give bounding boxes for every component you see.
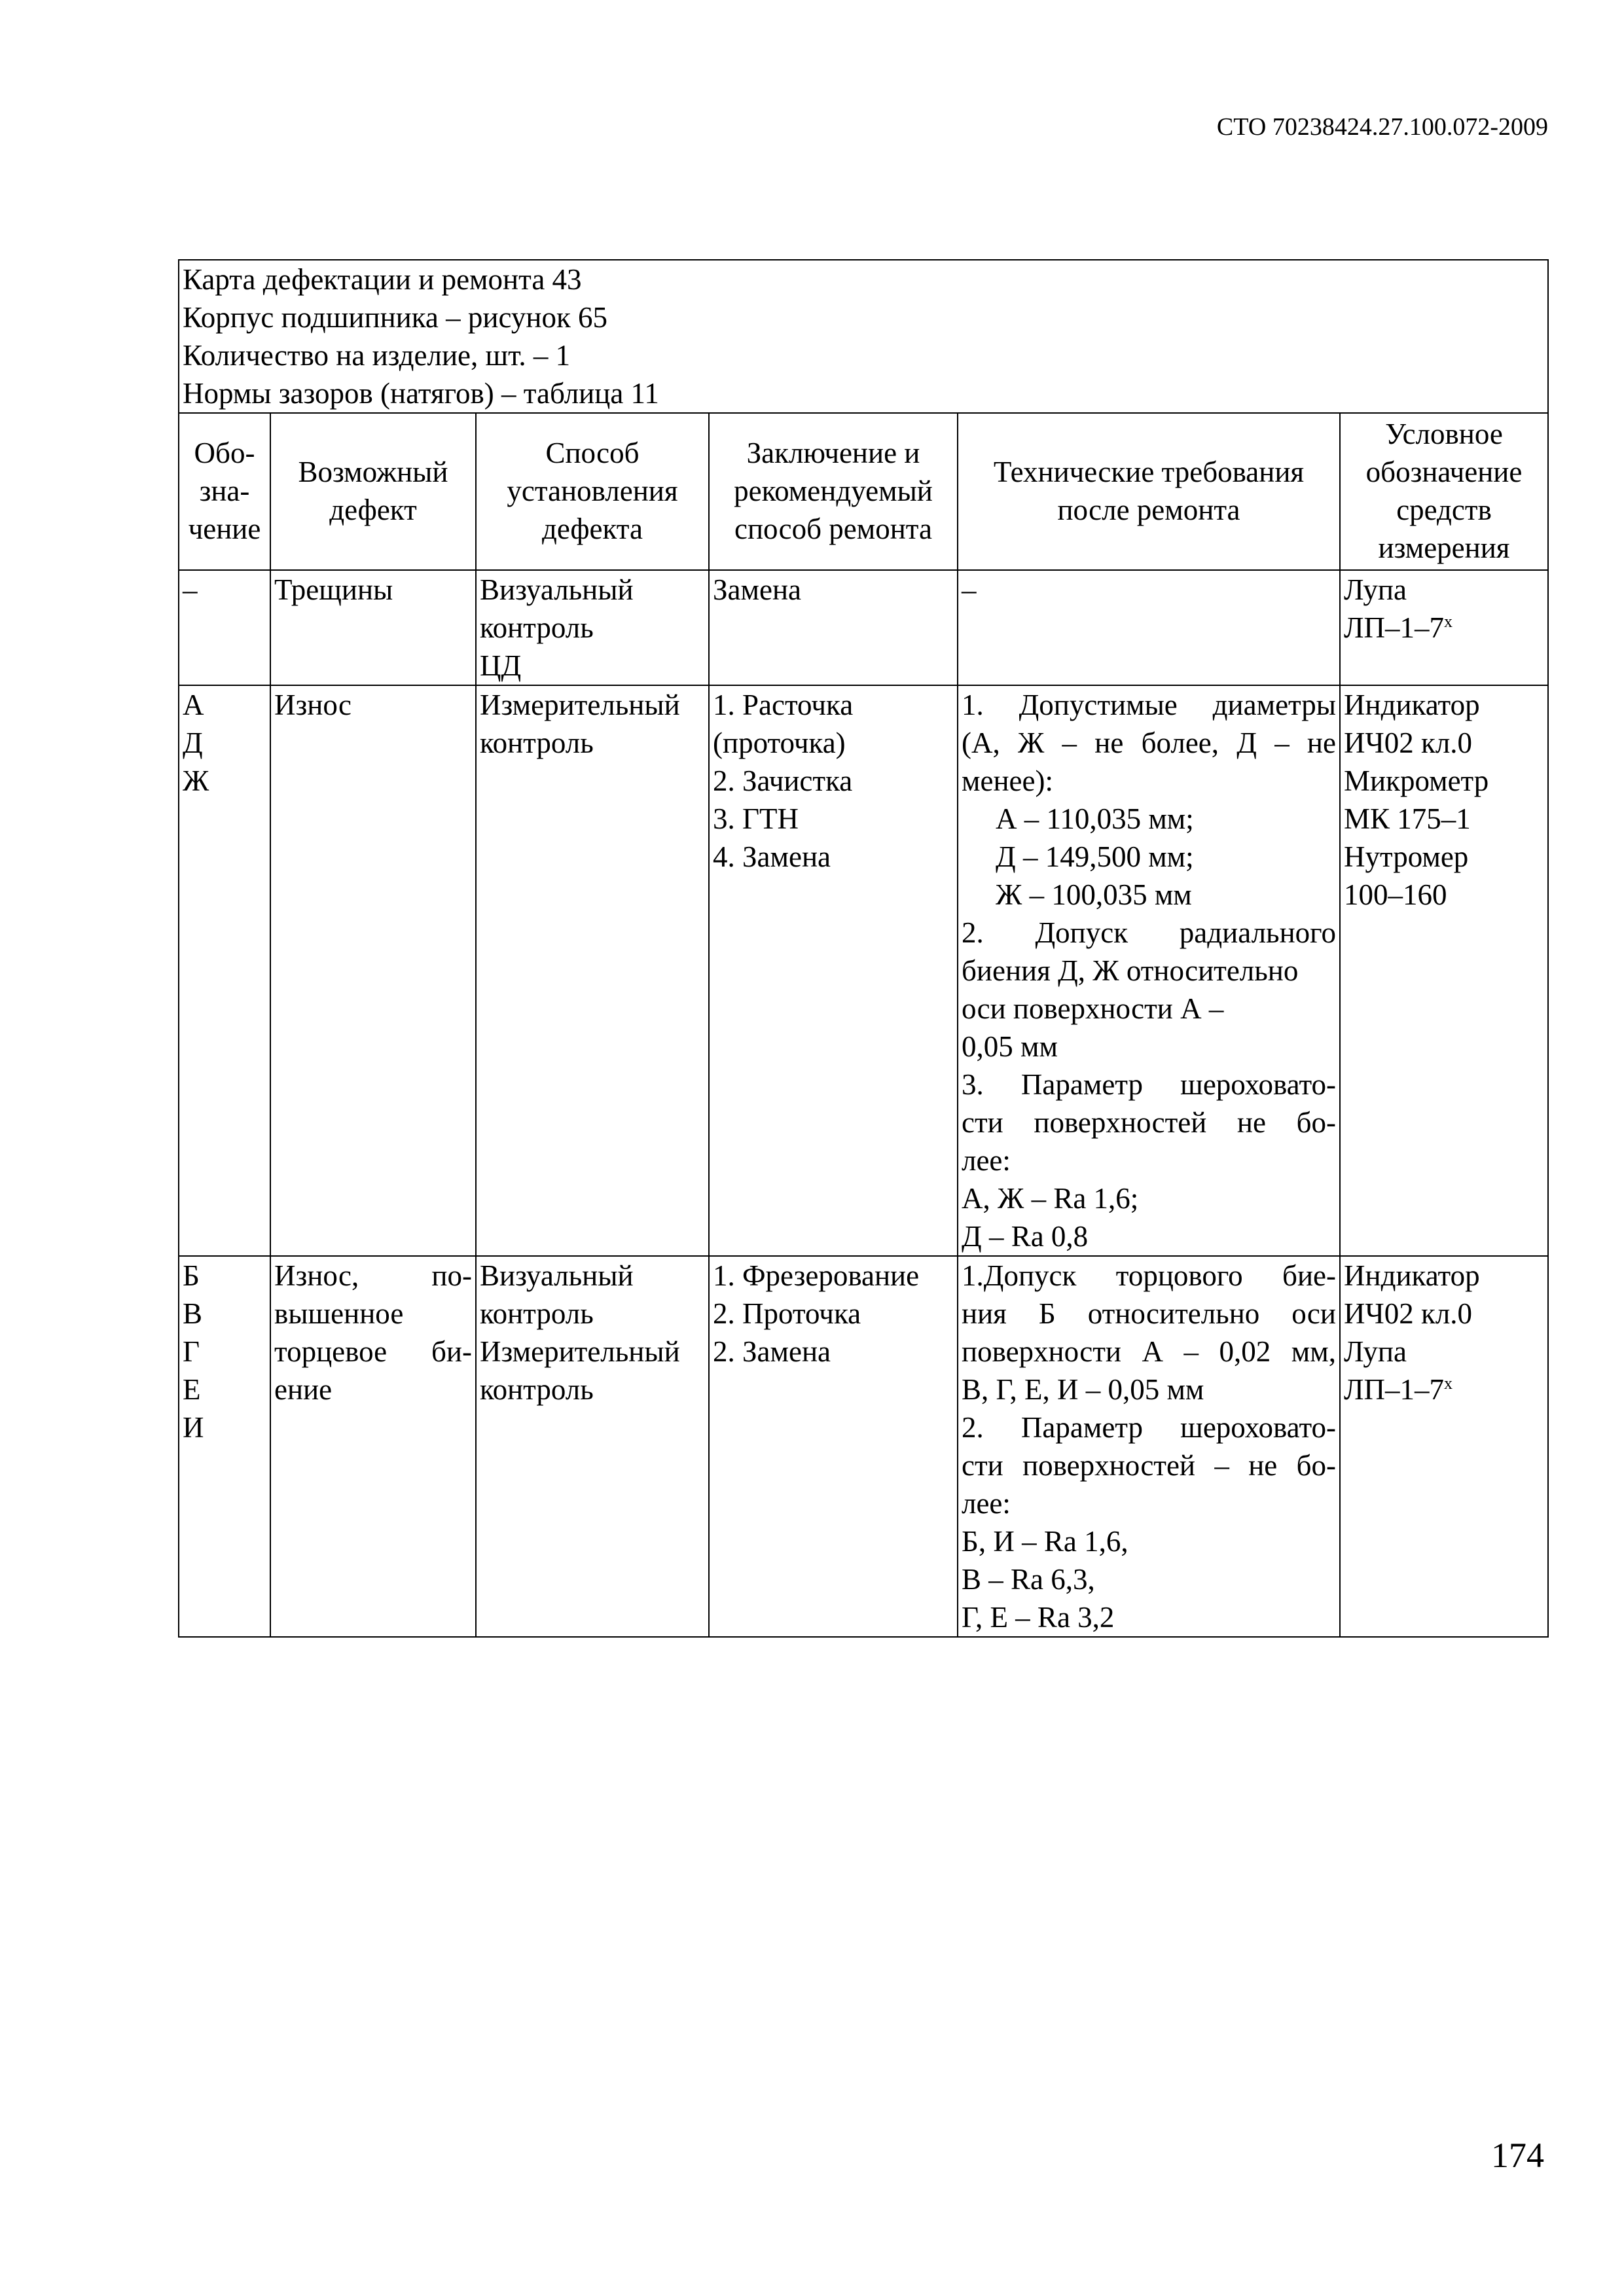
- cell-repair: 1. Фрезерование 2. Проточка 2. Замена: [709, 1256, 958, 1637]
- cell-defect: Трещины: [270, 570, 476, 685]
- card-title-block: [179, 260, 1548, 413]
- col-header-method: Способ установления дефекта: [476, 413, 709, 570]
- table-header-row: [179, 413, 1548, 570]
- cell-method: Визуальный контроль ЦД: [476, 570, 709, 685]
- col-header-repair: Заключение и рекомендуемый способ ремонта: [709, 413, 958, 570]
- card-clearance-line: Нормы зазоров (натягов) – таблица 11: [183, 377, 659, 410]
- cell-method: Измерительный контроль: [476, 685, 709, 1256]
- table-row: [179, 570, 1548, 685]
- page-number: 174: [1491, 2136, 1544, 2175]
- card-title-line: Карта дефектации и ремонта 43: [183, 263, 582, 296]
- cell-requirements: –: [958, 570, 1340, 685]
- cell-defect: Износ: [270, 685, 476, 1256]
- cell-designation: Б В Г Е И: [179, 1256, 270, 1637]
- table-row: [179, 1256, 1548, 1637]
- cell-instruments: Индикатор ИЧ02 кл.0 Лупа $ЛП-1-7^х$: [1340, 1256, 1548, 1637]
- cell-instruments: Индикатор ИЧ02 кл.0 Микрометр МК 175–1 Нутромер 100–160: [1340, 685, 1548, 1256]
- col-header-defect: Возможный дефект: [270, 413, 476, 570]
- cell-requirements: 1.Допуск торцового бие- ния Б относительно оси поверхности А – 0,02 мм, В, Г, Е, И – 0,05 мм 2. Параметр шероховато- сти поверхностей – не бо- лее: Б, И – Ra 1,6, В – Ra 6,3, Г, Е – Ra 3,2: [958, 1256, 1340, 1637]
- cell-designation: А Д Ж: [179, 685, 270, 1256]
- card-quantity-line: Количество на изделие, шт. – 1: [183, 339, 571, 372]
- cell-repair: Замена: [709, 570, 958, 685]
- defect-repair-card-table: [178, 259, 1549, 1638]
- col-header-designation: Обо- зна- чение: [179, 413, 270, 570]
- cell-requirements: 1. Допустимые диаметры (А, Ж – не более, Д – не менее): А – 110,035 мм; Д – 149,500 мм; Ж – 100,035 мм 2. Допуск радиального биения Д, Ж относительно оси поверхности А – 0,05 мм 3. Параметр шероховато- сти поверхностей не бо- лее: А, Ж – Ra 1,6; Д – Ra 0,8: [958, 685, 1340, 1256]
- card-part-line: Корпус подшипника – рисунок 65: [183, 301, 608, 334]
- cell-designation: –: [179, 570, 270, 685]
- cell-instruments: Лупа $ЛП-1-7^х$: [1340, 570, 1548, 685]
- cell-defect: Износ, по- вышенное торцевое би- ение: [270, 1256, 476, 1637]
- col-header-instruments: Условное обозначение средств измерения: [1340, 413, 1548, 570]
- table-row: [179, 685, 1548, 1256]
- col-header-requirements: Технические требования после ремонта: [958, 413, 1340, 570]
- cell-method: Визуальный контроль Измерительный контроль: [476, 1256, 709, 1637]
- cell-repair: 1. Расточка (проточка) 2. Зачистка 3. ГТН 4. Замена: [709, 685, 958, 1256]
- document-code: СТО 70238424.27.100.072-2009: [1216, 113, 1548, 141]
